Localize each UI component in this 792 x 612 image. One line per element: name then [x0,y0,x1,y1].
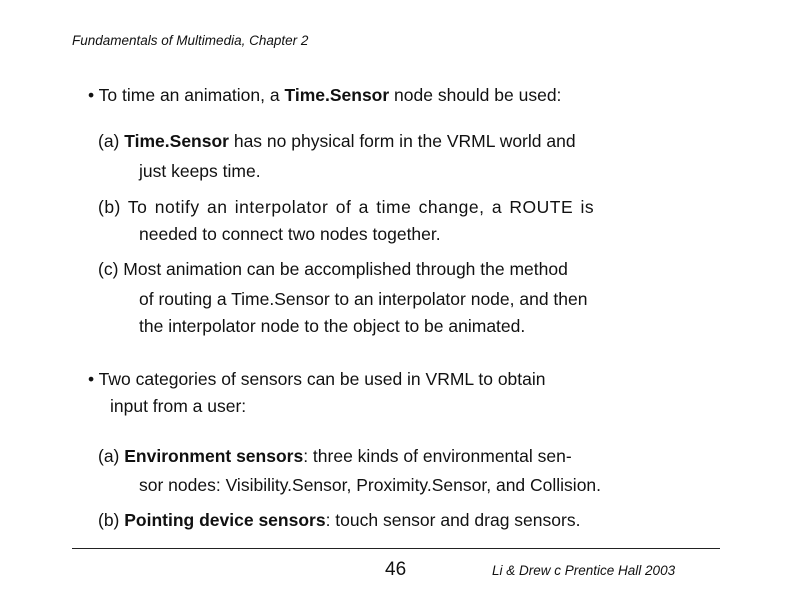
item-a2-text: : three kinds of environmental sen- [303,446,572,466]
page-number: 46 [385,559,407,580]
item-a1-line1 [98,131,576,152]
item-a2-bold: Environment sensors [124,446,304,466]
bullet-sensor-categories-cont: input from a user: [110,396,247,416]
chapter-header: Fundamentals of Multimedia, Chapter 2 [72,33,309,48]
item-b2-line1 [98,510,580,531]
item-a1-bold: Time.Sensor [124,131,229,151]
bullet-text-pre: • To time an animation, a [88,85,285,105]
item-c1-line3: the interpolator node to the object to be animated. [139,316,526,336]
item-c1-line1: (c) Most animation can be accomplished through the method [98,259,568,279]
item-b1-line1: (b) To notify an interpolator of a time change, a ROUTE is [98,197,595,217]
item-b2-text: : touch sensor and drag sensors. [325,510,581,530]
footer-divider [72,548,720,549]
bullet-text-post: node should be used: [389,85,562,105]
item-a2-marker: (a) [98,446,125,466]
bullet-timesensor [88,85,561,106]
footer-credit: Li & Drew c Prentice Hall 2003 [492,563,676,578]
item-a2-line1 [98,446,572,467]
bullet-text-bold: Time.Sensor [284,85,390,105]
item-b2-marker: (b) [98,510,125,530]
item-b1-line2: needed to connect two nodes together. [139,224,441,244]
item-a2-line2: sor nodes: Visibility.Sensor, Proximity.Sensor, and Collision. [139,475,602,495]
item-a1-text: has no physical form in the VRML world and [228,131,576,151]
bullet-sensor-categories: • Two categories of sensors can be used in VRML to obtain [88,369,546,389]
item-c1-line2: of routing a Time.Sensor to an interpolator node, and then [139,289,588,309]
item-a1-marker: (a) [98,131,125,151]
item-b2-bold: Pointing device sensors [124,510,326,530]
item-a1-line2: just keeps time. [139,161,261,181]
